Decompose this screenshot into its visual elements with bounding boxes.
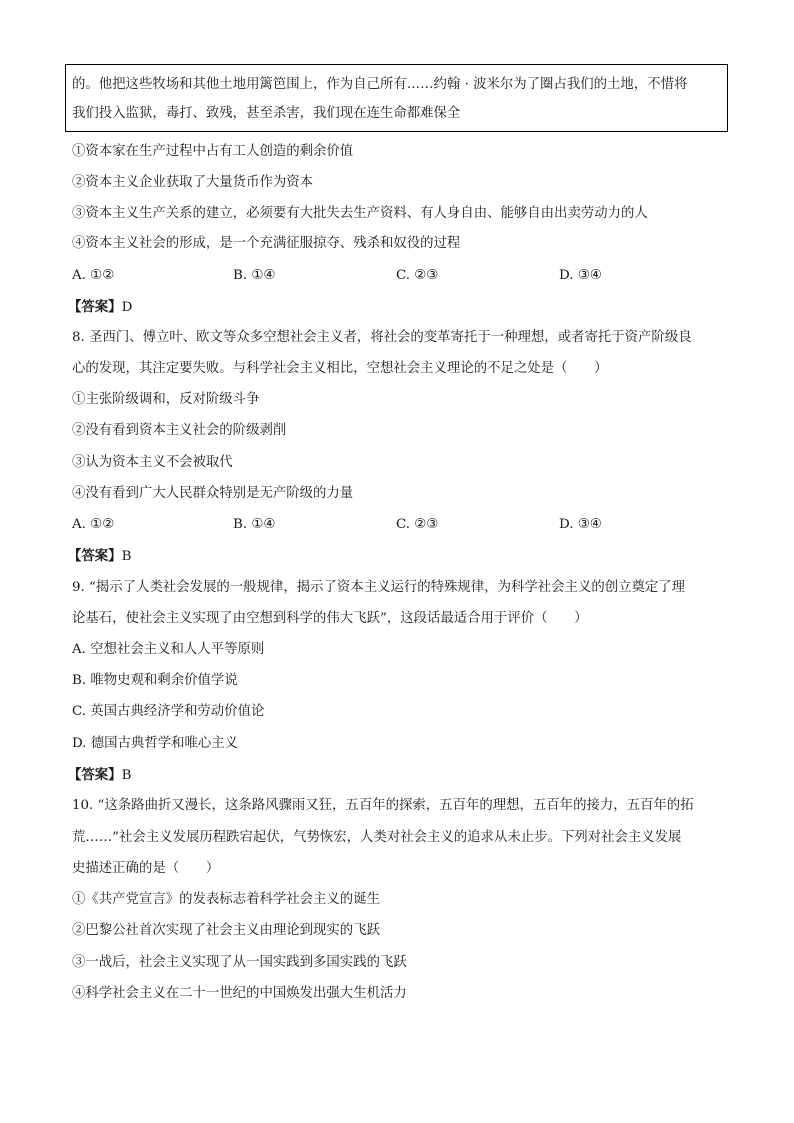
q7-item-1: ①资本家在生产过程中占有工人创造的剩余价值 <box>72 144 354 159</box>
q10-item-3: ③一战后，社会主义实现了从一国实践到多国实践的飞跃 <box>72 955 407 970</box>
q8-answer <box>68 546 131 567</box>
q9-option-b: B. 唯物史观和剩余价值学说 <box>72 673 238 688</box>
q8-option-b: B. ①④ <box>233 517 276 532</box>
answer-tag: 【答案】 <box>68 548 122 564</box>
q9-option-a: A. 空想社会主义和人人平等原则 <box>72 642 265 657</box>
q7-item-4: ④资本主义社会的形成，是一个充满征服掠夺、残杀和奴役的过程 <box>72 236 461 251</box>
answer-tag: 【答案】 <box>68 299 122 315</box>
q9-option-c: C. 英国古典经济学和劳动价值论 <box>72 704 265 719</box>
q8-item-1: ①主张阶级调和，反对阶级斗争 <box>72 392 260 407</box>
q10-stem-line-2: 荒……”社会主义发展历程跌宕起伏，气势恢宏，人类对社会主义的追求从未止步。下列对社会主义发展 <box>72 830 682 845</box>
quote-box <box>65 64 728 132</box>
q8-option-d: D. ③④ <box>559 517 602 532</box>
answer-value: B <box>121 768 132 783</box>
q10-item-1: ①《共产党宣言》的发表标志着科学社会主义的诞生 <box>72 892 380 907</box>
q8-item-3: ③认为资本主义不会被取代 <box>72 455 233 470</box>
q10-stem-line-3: 史描述正确的是（ ） <box>72 861 220 876</box>
q10-item-4: ④科学社会主义在二十一世纪的中国焕发出强大生机活力 <box>72 986 407 1001</box>
q8-item-2: ②没有看到资本主义社会的阶级剥削 <box>72 423 287 438</box>
q10-item-2: ②巴黎公社首次实现了社会主义由理论到现实的飞跃 <box>72 923 380 938</box>
q7-item-2: ②资本主义企业获取了大量货币作为资本 <box>72 175 314 190</box>
q7-option-c: C. ②③ <box>396 268 439 283</box>
answer-value: D <box>121 300 133 315</box>
q7-option-a: A. ①② <box>72 268 115 283</box>
q9-option-d: D. 德国古典哲学和唯心主义 <box>72 736 239 751</box>
quote-line: 的。他把这些牧场和其他土地用篱笆围上，作为自己所有……约翰 · 波米尔为了圈占我们的土地，不惜将 <box>72 77 688 92</box>
q7-option-b: B. ①④ <box>233 268 276 283</box>
q8-stem-line-2: 心的发现，其注定要失败。与科学社会主义相比，空想社会主义理论的不足之处是（ ） <box>72 361 608 376</box>
q8-item-4: ④没有看到广大人民群众特别是无产阶级的力量 <box>72 486 354 501</box>
q7-answer <box>68 297 132 318</box>
answer-tag: 【答案】 <box>68 767 122 783</box>
answer-value: B <box>121 549 132 564</box>
q10-stem-line-1: 10. “这条路曲折又漫长，这条路风骤雨又狂，五百年的探索，五百年的理想，五百年的接力，五百年的拓 <box>72 798 694 813</box>
quote-line: 我们投入监狱，毒打、致残，甚至杀害，我们现在连生命都难保全 <box>72 106 461 121</box>
q7-item-3: ③资本主义生产关系的建立，必须要有大批失去生产资料、有人身自由、能够自由出卖劳动力的人 <box>72 206 648 221</box>
q9-stem-line-1: 9. “揭示了人类社会发展的一般规律，揭示了资本主义运行的特殊规律，为科学社会主义的创立奠定了理 <box>72 580 686 595</box>
q9-answer <box>68 765 131 786</box>
q8-stem-line-1: 8. 圣西门、傅立叶、欧文等众多空想社会主义者，将社会的变革寄托于一种理想，或者寄托于资产阶级良 <box>72 330 692 345</box>
q8-option-a: A. ①② <box>72 517 115 532</box>
q9-stem-line-2: 论基石，使社会主义实现了由空想到科学的伟大飞跃”，这段话最适合用于评价（ ） <box>72 611 588 626</box>
q8-option-c: C. ②③ <box>396 517 439 532</box>
q7-option-d: D. ③④ <box>559 268 602 283</box>
